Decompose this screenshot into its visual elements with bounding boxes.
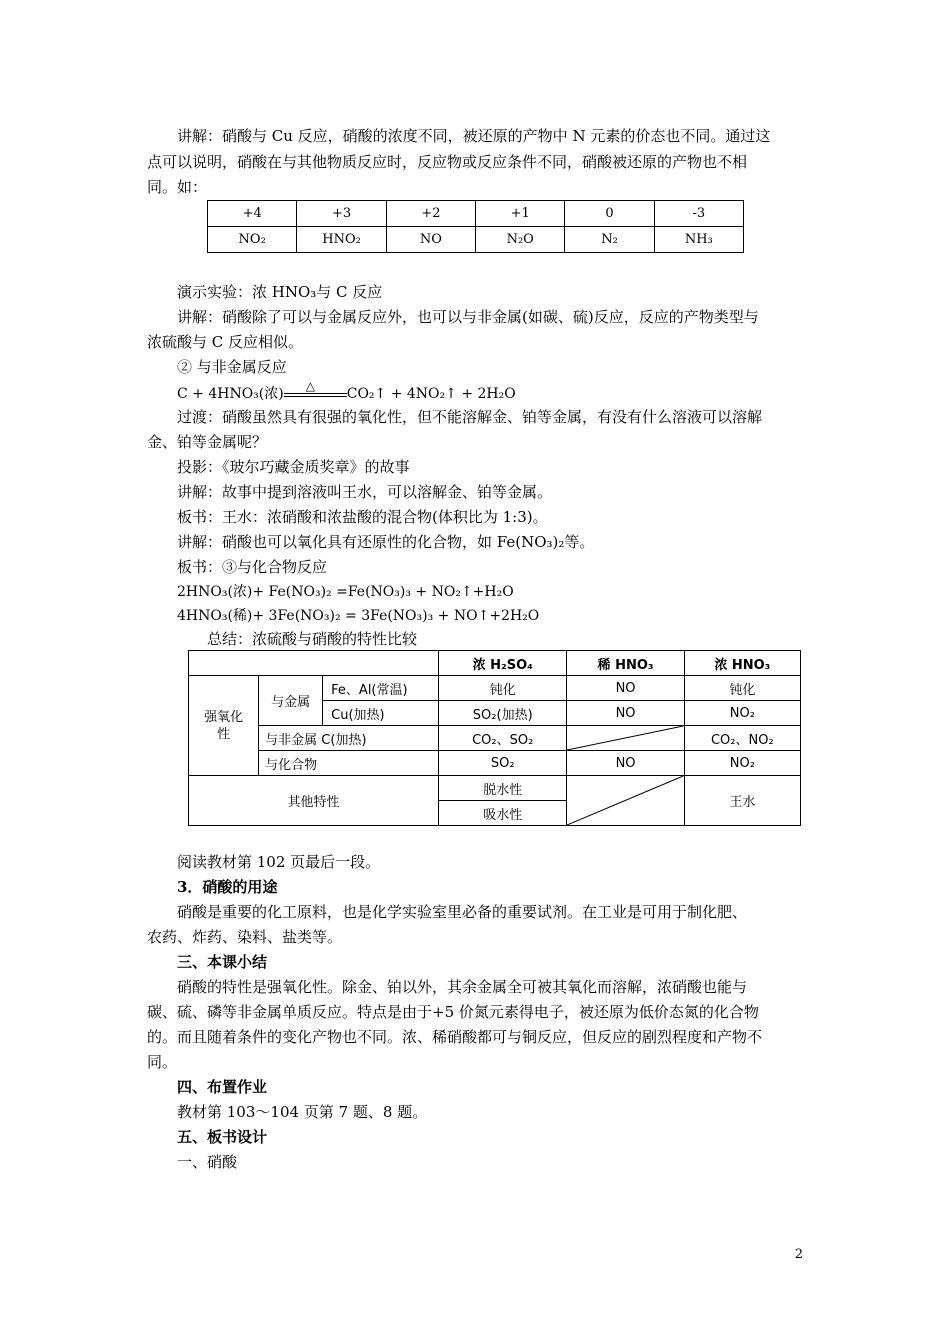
equation-2: 2HNO₃(浓)+ Fe(NO₃)₂ =Fe(NO₃)₃ + NO₂↑+H₂O xyxy=(177,584,514,600)
table-row xyxy=(189,751,801,776)
page-number: 2 xyxy=(794,1247,803,1262)
para1-line2: 点可以说明，硝酸在与其他物质反应时，反应物或反应条件不同，硝酸被还原的产物也不相 xyxy=(147,153,748,171)
table-cell: NO xyxy=(567,701,684,726)
table-cell: CO₂、NO₂ xyxy=(684,726,800,751)
summary-caption: 总结：浓硫酸与硝酸的特性比较 xyxy=(207,630,418,648)
with-nonmetal-label: 与非金属 C(加热) xyxy=(259,726,439,751)
para1-line1: 讲解：硝酸与 Cu 反应，硝酸的浓度不同，被还原的产物中 N 元素的价态也不同。通过这 xyxy=(177,127,771,145)
eq1-left: C + 4HNO₃(浓) xyxy=(177,386,284,402)
strong-oxidation-label: 强氧化性 xyxy=(189,676,259,776)
read-line: 阅读教材第 102 页最后一段。 xyxy=(177,853,381,871)
use-line1: 硝酸是重要的化工原料，也是化学实验室里必备的重要试剂。在工业是可用于制化肥、 xyxy=(177,903,748,921)
section3-heading: 3．硝酸的用途 xyxy=(177,878,278,896)
conclusion-line2: 碳、硫、磷等非金属单质反应。特点是由于+5 价氮元素得电子，被还原为低价态氮的化合物 xyxy=(147,1003,759,1021)
col-conc-h2so4: 浓 H₂SO₄ xyxy=(438,651,566,676)
valence-cell: 0 xyxy=(565,201,654,227)
valence-cell: -3 xyxy=(654,201,743,227)
summary-heading: 三、本课小结 xyxy=(177,953,268,971)
empty-diagonal-cell xyxy=(567,776,684,826)
trans-line2: 金、铂等金属呢？ xyxy=(147,433,268,451)
table-cell: SO₂ xyxy=(438,751,566,776)
col-conc-hno3: 浓 HNO₃ xyxy=(684,651,800,676)
para2-line2: 浓硫酸与 C 反应相似。 xyxy=(147,333,304,351)
trans-line1: 过渡：硝酸虽然具有很强的氧化性，但不能溶解金、铂等金属，有没有什么溶液可以溶解 xyxy=(177,408,763,426)
valence-cell: +2 xyxy=(386,201,475,227)
use-line2: 农药、炸药、染料、盐类等。 xyxy=(147,928,343,946)
equation-1 xyxy=(177,379,516,404)
valence-cell: +4 xyxy=(208,201,297,227)
table-cell: SO₂(加热) xyxy=(438,701,566,726)
table-cell: 钝化 xyxy=(684,676,800,701)
fe-al-label: Fe、Al(常温) xyxy=(323,676,439,701)
with-metal-label: 与金属 xyxy=(259,676,323,726)
homework-line: 教材第 103～104 页第 7 题、8 题。 xyxy=(177,1103,428,1121)
table-cell: NO₂ xyxy=(684,751,800,776)
homework-heading: 四、布置作业 xyxy=(177,1078,268,1096)
projection-line: 投影：《玻尔巧藏金质奖章》的故事 xyxy=(177,458,410,476)
table-row xyxy=(189,726,801,751)
product-cell: HNO₂ xyxy=(297,227,386,253)
product-cell: NO xyxy=(386,227,475,253)
cu-label: Cu(加热) xyxy=(323,701,439,726)
product-cell: N₂ xyxy=(565,227,654,253)
para2-line1: 讲解：硝酸除了可以与金属反应外，也可以与非金属(如碳、硫)反应，反应的产物类型与 xyxy=(177,308,759,326)
table-cell: NO xyxy=(567,751,684,776)
table-cell: NO xyxy=(567,676,684,701)
table-row xyxy=(189,651,801,676)
board2-line: 板书：③与化合物反应 xyxy=(177,558,328,576)
conclusion-line1: 硝酸的特性是强氧化性。除金、铂以外，其余金属全可被其氧化而溶解，浓硝酸也能与 xyxy=(177,978,748,996)
board-design-heading: 五、板书设计 xyxy=(177,1128,268,1146)
product-cell: NH₃ xyxy=(654,227,743,253)
heat-triangle-icon: △ xyxy=(305,379,315,393)
demo-line: 演示实验：浓 HNO₃与 C 反应 xyxy=(177,283,383,301)
board-design-item: 一、硝酸 xyxy=(177,1153,238,1171)
table-cell: 吸水性 xyxy=(438,801,566,826)
conclusion-line3: 的。而且随着条件的变化产物也不同。浓、稀硝酸都可与铜反应，但反应的剧烈程度和产物不 xyxy=(147,1028,763,1046)
heating-arrow xyxy=(284,379,347,403)
with-compound-label: 与化合物 xyxy=(259,751,439,776)
conclusion-line4: 同。 xyxy=(147,1053,178,1071)
table-cell: 王水 xyxy=(684,776,800,826)
product-cell: NO₂ xyxy=(208,227,297,253)
col-dil-hno3: 稀 HNO₃ xyxy=(567,651,684,676)
item2-heading: ② 与非金属反应 xyxy=(177,358,287,376)
product-row xyxy=(208,227,744,253)
eq1-right: CO₂↑ + 4NO₂↑ + 2H₂O xyxy=(346,386,516,402)
table-cell: 脱水性 xyxy=(438,776,566,801)
table-row xyxy=(189,776,801,801)
valence-row xyxy=(208,201,744,227)
table-cell: CO₂、SO₂ xyxy=(438,726,566,751)
valence-cell: +3 xyxy=(297,201,386,227)
explain3-line: 讲解：故事中提到溶液叫王水，可以溶解金、铂等金属。 xyxy=(177,483,553,501)
comparison-table xyxy=(188,650,801,826)
para1-line3: 同。如： xyxy=(147,178,208,196)
empty-diagonal-cell xyxy=(567,726,684,751)
table-cell: 钝化 xyxy=(438,676,566,701)
table-cell: NO₂ xyxy=(684,701,800,726)
valence-table xyxy=(207,200,744,253)
product-cell: N₂O xyxy=(476,227,565,253)
equation-3: 4HNO₃(稀)+ 3Fe(NO₃)₂ = 3Fe(NO₃)₃ + NO↑+2H₂O xyxy=(177,608,540,624)
board1-line: 板书：王水：浓硝酸和浓盐酸的混合物(体积比为 1:3)。 xyxy=(177,508,548,526)
table-row xyxy=(189,676,801,701)
explain4-line: 讲解：硝酸也可以氧化具有还原性的化合物，如 Fe(NO₃)₂等。 xyxy=(177,533,595,551)
valence-cell: +1 xyxy=(476,201,565,227)
other-properties-label: 其他特性 xyxy=(189,776,439,826)
